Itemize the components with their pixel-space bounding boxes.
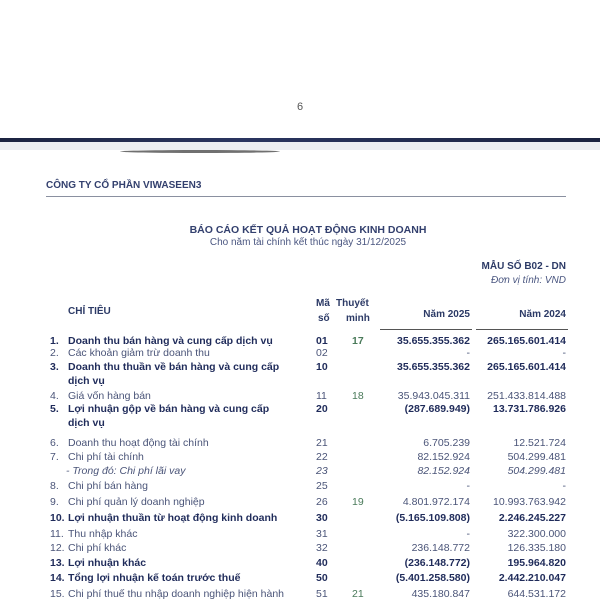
row-note: 19 bbox=[352, 496, 364, 508]
row-label: Các khoản giảm trừ doanh thu bbox=[68, 347, 210, 359]
row-label: Chi phí bán hàng bbox=[68, 480, 148, 492]
row-note: 17 bbox=[352, 335, 364, 347]
table-row bbox=[0, 542, 600, 557]
row-label: Thu nhập khác bbox=[68, 528, 138, 540]
table-row bbox=[0, 403, 600, 429]
row-code: 22 bbox=[316, 451, 328, 463]
report-subtitle: Cho năm tài chính kết thúc ngày 31/12/2025 bbox=[209, 237, 407, 248]
row-label-cont: dịch vụ bbox=[68, 417, 105, 429]
table-row bbox=[0, 557, 600, 572]
value-2024: 504.299.481 bbox=[507, 451, 566, 463]
table-row bbox=[0, 512, 600, 527]
table-row bbox=[0, 588, 600, 603]
row-label: Tổng lợi nhuận kế toán trước thuế bbox=[68, 572, 241, 584]
value-2025: 236.148.772 bbox=[411, 542, 470, 554]
row-label: Chi phí khác bbox=[68, 542, 127, 554]
row-label: Lợi nhuận gộp về bán hàng và cung cấp bbox=[68, 403, 270, 415]
row-number: 3. bbox=[50, 361, 59, 373]
page-gap bbox=[0, 142, 600, 150]
col-2024-header: Năm 2024 bbox=[519, 309, 566, 320]
row-note: 18 bbox=[352, 390, 364, 402]
header-rule bbox=[46, 196, 566, 197]
value-2025: 35.655.355.362 bbox=[397, 335, 470, 347]
value-2024: 504.299.481 bbox=[507, 465, 566, 477]
row-code: 02 bbox=[316, 347, 328, 359]
value-2024: 195.964.820 bbox=[507, 557, 566, 569]
col-2025-header: Năm 2025 bbox=[423, 309, 470, 320]
col-note-header-2: minh bbox=[346, 313, 370, 324]
value-2025: 82.152.924 bbox=[417, 465, 470, 477]
col-2024-rule bbox=[476, 329, 568, 330]
currency-unit: Đơn vị tính: VND bbox=[491, 275, 566, 286]
row-code: 40 bbox=[316, 557, 328, 569]
row-label: Chi phí tài chính bbox=[68, 451, 144, 463]
row-label-cont: dịch vụ bbox=[68, 375, 105, 387]
row-label: Doanh thu hoạt động tài chính bbox=[68, 437, 209, 449]
table-row bbox=[0, 528, 600, 543]
row-note: 21 bbox=[352, 588, 364, 600]
value-2024: 265.165.601.414 bbox=[487, 361, 566, 373]
table-row bbox=[0, 496, 600, 511]
value-2024: 322.300.000 bbox=[507, 528, 566, 540]
row-code: 50 bbox=[316, 572, 328, 584]
row-code: 10 bbox=[316, 361, 328, 373]
company-name: CÔNG TY CỔ PHẦN VIWASEEN3 bbox=[46, 180, 202, 191]
row-number: 2. bbox=[50, 347, 59, 359]
value-2025: 35.943.045.311 bbox=[397, 390, 470, 402]
value-2025: - bbox=[466, 347, 470, 359]
row-code: 01 bbox=[316, 335, 328, 347]
table-row bbox=[0, 437, 600, 452]
row-label: Chi phí thuế thu nhập doanh nghiệp hiện hành bbox=[68, 588, 285, 600]
value-2025: - bbox=[466, 480, 470, 492]
value-2025: 6.705.239 bbox=[423, 437, 470, 449]
row-label: Lợi nhuận thuần từ hoạt động kinh doanh bbox=[68, 512, 278, 524]
value-2025: 82.152.924 bbox=[417, 451, 470, 463]
row-number: 8. bbox=[50, 480, 59, 492]
scan-shadow bbox=[120, 150, 280, 153]
col-code-header-1: Mã bbox=[316, 298, 330, 309]
row-code: 32 bbox=[316, 542, 328, 554]
value-2024: 12.521.724 bbox=[513, 437, 566, 449]
row-number: 11. bbox=[50, 528, 64, 540]
row-label: Giá vốn hàng bán bbox=[68, 390, 151, 402]
table-row bbox=[0, 347, 600, 362]
row-label: - Trong đó: Chi phí lãi vay bbox=[66, 465, 186, 477]
row-number: 1. bbox=[50, 335, 59, 347]
table-row bbox=[0, 480, 600, 495]
row-number: 10. bbox=[50, 512, 65, 524]
row-number: 14. bbox=[50, 572, 65, 584]
table-row bbox=[0, 465, 600, 480]
row-code: 51 bbox=[316, 588, 328, 600]
page-number: 6 bbox=[296, 101, 304, 113]
col-item-header: CHỈ TIÊU bbox=[68, 306, 111, 317]
row-label: Doanh thu thuần về bán hàng và cung cấp bbox=[68, 361, 280, 373]
value-2025: (5.165.109.808) bbox=[395, 512, 470, 524]
table-row bbox=[0, 361, 600, 387]
row-number: 9. bbox=[50, 496, 59, 508]
row-code: 23 bbox=[316, 465, 328, 477]
value-2024: 2.246.245.227 bbox=[498, 512, 566, 524]
row-code: 30 bbox=[316, 512, 328, 524]
row-code: 26 bbox=[316, 496, 328, 508]
row-number: 5. bbox=[50, 403, 59, 415]
report-title: BÁO CÁO KẾT QUẢ HOẠT ĐỘNG KINH DOANH bbox=[189, 224, 427, 236]
row-number: 4. bbox=[50, 390, 59, 402]
table-row bbox=[0, 451, 600, 466]
row-number: 15. bbox=[50, 588, 65, 600]
row-label: Chi phí quản lý doanh nghiệp bbox=[68, 496, 205, 508]
row-code: 11 bbox=[316, 390, 327, 402]
row-code: 20 bbox=[316, 403, 328, 415]
row-number: 13. bbox=[50, 557, 65, 569]
col-note-header-1: Thuyết bbox=[336, 298, 369, 309]
col-2025-rule bbox=[380, 329, 472, 330]
value-2025: (5.401.258.580) bbox=[395, 572, 470, 584]
value-2024: - bbox=[562, 480, 566, 492]
row-code: 25 bbox=[316, 480, 328, 492]
value-2024: - bbox=[562, 347, 566, 359]
row-label: Lợi nhuận khác bbox=[68, 557, 147, 569]
row-number: 7. bbox=[50, 451, 59, 463]
form-number: MẪU SỐ B02 - DN bbox=[481, 261, 566, 272]
value-2024: 2.442.210.047 bbox=[498, 572, 566, 584]
row-code: 21 bbox=[316, 437, 328, 449]
value-2024: 126.335.180 bbox=[507, 542, 566, 554]
value-2025: 35.655.355.362 bbox=[397, 361, 470, 373]
value-2024: 265.165.601.414 bbox=[487, 335, 566, 347]
value-2024: 251.433.814.488 bbox=[487, 390, 566, 402]
value-2025: 4.801.972.174 bbox=[402, 496, 470, 508]
value-2024: 644.531.172 bbox=[507, 588, 566, 600]
row-number: 6. bbox=[50, 437, 59, 449]
row-label: Doanh thu bán hàng và cung cấp dịch vụ bbox=[68, 335, 273, 347]
value-2025: - bbox=[466, 528, 470, 540]
value-2025: 435.180.847 bbox=[411, 588, 470, 600]
value-2024: 10.993.763.942 bbox=[493, 496, 566, 508]
col-code-header-2: số bbox=[318, 313, 330, 324]
value-2024: 13.731.786.926 bbox=[493, 403, 566, 415]
row-code: 31 bbox=[316, 528, 328, 540]
row-number: 12. bbox=[50, 542, 65, 554]
table-row bbox=[0, 572, 600, 587]
value-2025: (236.148.772) bbox=[404, 557, 470, 569]
value-2025: (287.689.949) bbox=[404, 403, 470, 415]
